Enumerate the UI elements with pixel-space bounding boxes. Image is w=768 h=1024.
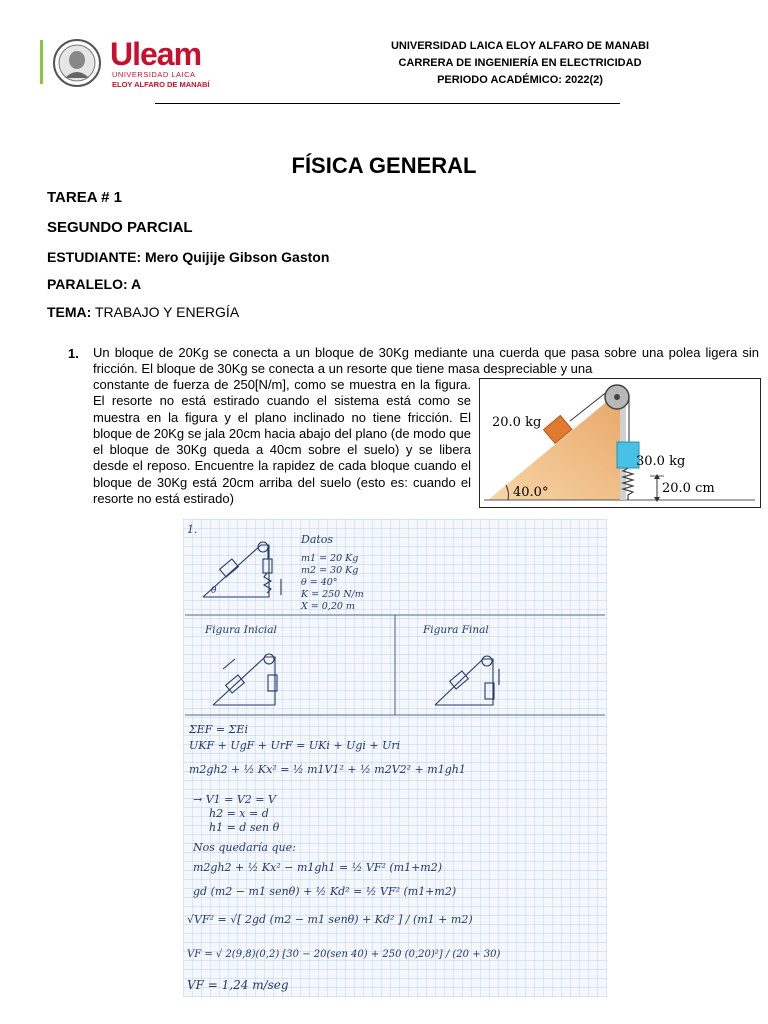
hw-eq-energy-balance: ΣEF = ΣEi [189, 723, 248, 736]
tema-value: TRABAJO Y ENERGÍA [94, 304, 240, 320]
problem-figure [479, 378, 761, 508]
hw-eq-substituted: m2gh2 + ½ Kx² − m1gh1 = ½ VF² (m1+m2) [193, 861, 443, 874]
hw-datos-title: Datos [301, 533, 334, 546]
handwritten-solution [183, 519, 607, 997]
hw-eq-intro: Nos quedaría que: [193, 841, 296, 854]
parcial-label: SEGUNDO PARCIAL [47, 219, 193, 236]
hw-final-answer: VF = 1,24 m/seg [187, 978, 289, 992]
header-divider [155, 103, 620, 104]
student-line [47, 249, 329, 265]
tema-line [47, 304, 239, 320]
paralelo-label: PARALELO: A [47, 276, 142, 292]
logo-accent-bar [40, 40, 43, 84]
header-career: CARRERA DE INGENIERÍA EN ELECTRICIDAD [398, 57, 642, 69]
hw-dato-x: X = 0,20 m [301, 601, 355, 612]
svg-text:θ: θ [211, 586, 217, 596]
height-label: 20.0 cm [662, 481, 715, 496]
university-seal-icon [52, 38, 102, 88]
logo-subtitle-1: UNIVERSIDAD LAICA [112, 70, 196, 79]
hw-dato-theta: θ = 40° [301, 577, 338, 588]
hw-eq-h2: h2 = x = d [209, 807, 269, 820]
hw-problem-number: 1. [187, 523, 198, 536]
hw-dato-m1: m1 = 20 Kg [301, 553, 359, 564]
hw-eq-velocity: → V1 = V2 = V [193, 793, 276, 806]
problem-text-wrap: constante de fuerza de 250[N/m], como se muestra en la figura. El resorte no está estirado cuando el sistema está como se muestra en la figura y el plano inclinado no tiene fricción. El bloque de 20Kg se jala 20cm hacia abajo del plano (de modo que el bloque de 30Kg queda a 40cm sobre el suelo) y se libera desde el reposo. Encuentre la rapidez de cada bloque cuando el bloque de 30Kg está 20cm arriba del suelo (esto es: cuando el resorte no está estirado) [93, 377, 471, 507]
tarea-label: TAREA # 1 [47, 189, 123, 206]
problem-number: 1. [68, 346, 79, 361]
hw-eq-energy-terms: UKF + UgF + UrF = UKi + Ugi + Uri [189, 739, 401, 752]
student-name: Mero Quijije Gibson Gaston [145, 249, 330, 265]
hw-eq-numeric: VF = √ 2(9,8)(0,2) [30 − 20(sen 40) + 250 (0,20)²] / (20 + 30) [187, 949, 501, 960]
tema-label: TEMA: [47, 304, 92, 320]
hw-eq-expanded: m2gh2 + ½ Kx² = ½ m1V1² + ½ m2V2² + m1gh1 [189, 763, 466, 776]
hw-eq-solved: √VF² = √[ 2gd (m2 − m1 senθ) + Kd² ] / (m1 + m2) [187, 913, 473, 926]
logo-subtitle-2: ELOY ALFARO DE MANABÍ [112, 80, 210, 89]
hw-figure-initial-label: Figura Inicial [205, 624, 277, 636]
mass1-label: 20.0 kg [492, 415, 542, 430]
incline-pulley-diagram [480, 379, 760, 507]
hw-eq-factored: gd (m2 − m1 senθ) + ½ Kd² = ½ VF² (m1+m2) [193, 885, 457, 898]
header-period: PERIODO ACADÉMICO: 2022(2) [437, 74, 603, 86]
header-university: UNIVERSIDAD LAICA ELOY ALFARO DE MANABI [390, 40, 650, 52]
grid-paper-notes [183, 519, 607, 997]
logo-wordmark: Uleam [110, 36, 202, 72]
paralelo-line [47, 276, 141, 292]
hw-figure-final-label: Figura Final [423, 624, 489, 636]
mass2-label: 30.0 kg [636, 454, 686, 469]
problem-text-full: Un bloque de 20Kg se conecta a un bloque de 30Kg mediante una cuerda que pasa sobre una polea ligera sin fricción. El bloque de 30Kg se conecta a un resorte que tiene masa despreciable y una [93, 345, 759, 377]
hw-dato-k: K = 250 N/m [301, 589, 364, 600]
page-title: FÍSICA GENERAL [291, 153, 477, 178]
hw-dato-m2: m2 = 30 Kg [301, 565, 359, 576]
angle-label: 40.0° [513, 485, 549, 500]
hw-eq-h1: h1 = d sen θ [209, 821, 280, 834]
student-label: ESTUDIANTE: [47, 249, 142, 265]
